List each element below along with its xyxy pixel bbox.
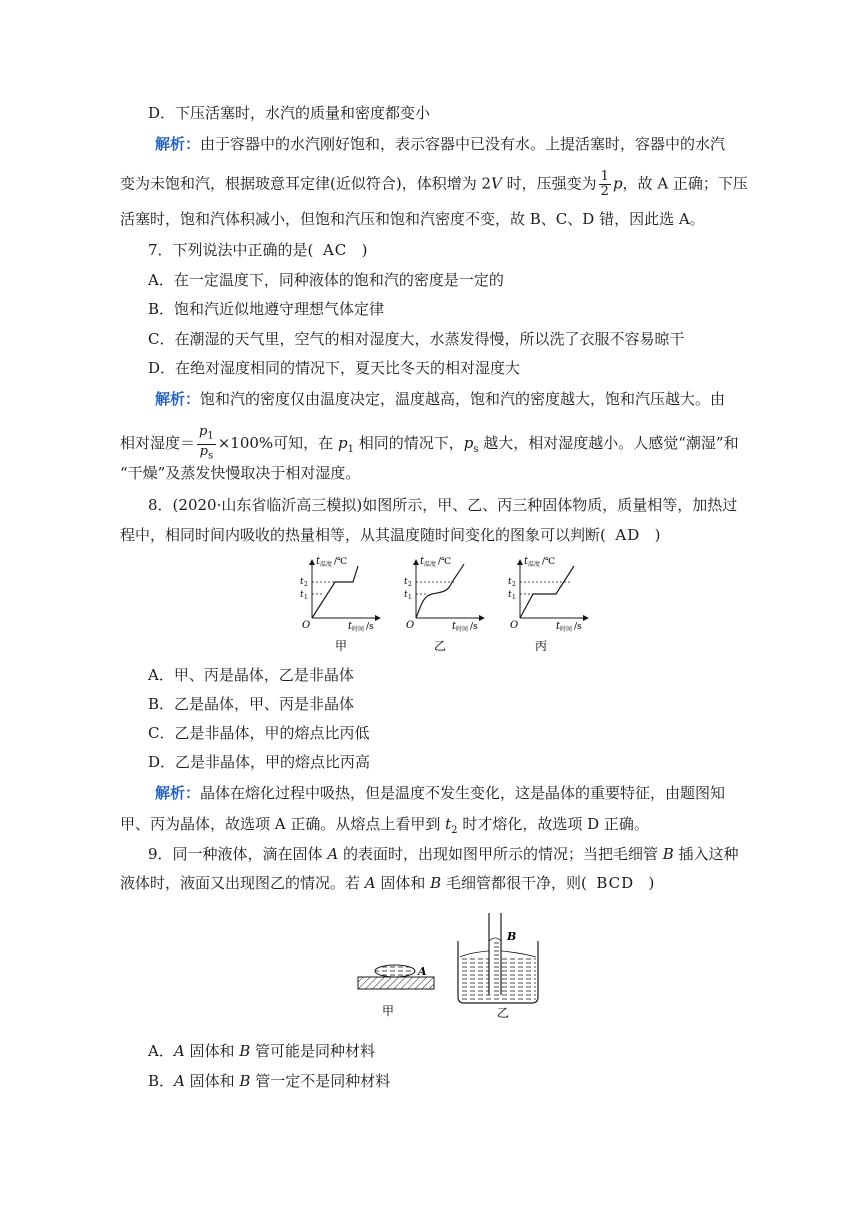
analysis-text: ，故 A 正确；下压	[622, 174, 748, 193]
analysis-label: 解析：	[155, 390, 201, 408]
q9-option-b	[148, 1071, 390, 1091]
graph-bing	[508, 556, 588, 653]
subscript: s	[473, 444, 479, 456]
stem-text: 固体和	[375, 874, 431, 892]
origin-label: O	[510, 620, 519, 631]
x-axis-sub: 时间	[560, 626, 573, 633]
y-axis-unit: /℃	[334, 557, 348, 567]
q9-answer: BCD	[596, 874, 635, 892]
analysis-text: ×100%可知，在	[217, 434, 338, 453]
t1-sub: 1	[408, 594, 412, 601]
droplet	[375, 965, 415, 977]
x-axis-label: t	[452, 621, 457, 632]
q6-option-d: D．下压活塞时，水汽的质量和密度都变小	[148, 104, 431, 122]
heating-curves-svg	[290, 552, 610, 660]
x-axis-unit: /s	[574, 622, 582, 632]
x-axis-unit: /s	[470, 622, 478, 632]
q9-close-paren: )	[648, 874, 655, 892]
curve-yi	[416, 564, 464, 618]
x-axis-sub: 时间	[352, 626, 365, 633]
t1-sub: 1	[512, 594, 516, 601]
q8-stem-line-2	[120, 525, 660, 545]
q7-stem-text: 7．下列说法中正确的是(	[148, 241, 314, 259]
q7-close-paren: )	[361, 241, 368, 259]
subscript: s	[207, 450, 214, 462]
q7-option-c: C．在潮湿的天气里，空气的相对湿度大，水蒸发得慢，所以洗了衣服不容易晾干	[148, 330, 685, 348]
t-symbol: t	[445, 815, 452, 833]
x-axis-sub: 时间	[456, 626, 469, 633]
option-text: 固体和	[184, 1042, 240, 1060]
y-axis-unit: /℃	[542, 557, 556, 567]
y-axis-sub: 温度	[424, 561, 437, 568]
stem-text: 插入这种	[673, 845, 739, 863]
q8-answer: AD	[615, 526, 641, 544]
analysis-text: 甲、丙为晶体，故选项 A 正确。从熔点上看甲到	[120, 815, 446, 833]
fraction-denominator: 2	[600, 184, 609, 199]
subscript: 1	[207, 430, 214, 442]
option-text: A．	[148, 1042, 174, 1060]
option-text: 管一定不是同种材料	[250, 1072, 391, 1090]
subscript: 1	[347, 444, 354, 456]
q8-analysis-line-2	[120, 814, 649, 841]
analysis-text: 变为未饱和汽，根据玻意耳定律(近似符合)，体积增为 2	[120, 174, 492, 193]
y-axis-sub: 温度	[528, 561, 541, 568]
pressure-symbol: p	[612, 174, 623, 193]
caption-jia: 甲	[335, 639, 348, 653]
caption-yi: 乙	[497, 1006, 510, 1020]
analysis-text: 越大，相对湿度越小。人感觉“潮湿”和	[478, 434, 739, 453]
label-b: B	[507, 930, 517, 943]
x-axis-label: t	[556, 621, 561, 632]
graph-jia	[300, 556, 380, 653]
capillary-svg	[350, 905, 550, 1025]
analysis-text: 晶体在熔化过程中吸热，但是温度不发生变化，这是晶体的重要特征，由题图知	[200, 784, 726, 802]
t2-label: t	[508, 577, 512, 587]
analysis-text: 由于容器中的水汽刚好饱和，表示容器中已没有水。上提活塞时，容器中的水汽	[200, 135, 726, 153]
symbol-a: A	[174, 1072, 185, 1090]
q9-option-a	[148, 1041, 375, 1061]
q7-answer: AC	[322, 241, 348, 259]
q8-option-b: B．乙是晶体，甲、丙是非晶体	[148, 695, 355, 713]
analysis-text: 饱和汽的密度仅由温度决定，温度越高，饱和汽的密度越大，饱和汽压越大。由	[200, 390, 726, 408]
stem-text: 液体时，液面又出现图乙的情况。若	[120, 874, 365, 892]
stem-text: 9．同一种液体，滴在固体	[148, 845, 328, 863]
q7-analysis-line-3: “干燥”及蒸发快慢取决于相对湿度。	[120, 464, 361, 482]
stem-text: 毛细管都很干净，则(	[441, 874, 587, 892]
origin-label: O	[406, 620, 415, 631]
fraction-numerator	[197, 425, 216, 445]
y-axis-unit: /℃	[438, 557, 452, 567]
p-symbol: p	[199, 424, 208, 439]
t2-sub: 2	[408, 581, 412, 588]
p-symbol: p	[337, 434, 348, 453]
fraction-numerator: 1	[600, 169, 609, 184]
analysis-label: 解析：	[155, 135, 201, 153]
volume-symbol: V	[491, 174, 502, 193]
caption-yi: 乙	[434, 639, 447, 653]
solid-a	[358, 977, 434, 989]
q8-stem-text: 程中，相同时间内吸收的热量相等，从其温度随时间变化的图象可以判断(	[120, 526, 606, 544]
q7-option-a: A．在一定温度下，同种液体的饱和汽的密度是一定的	[148, 271, 504, 289]
symbol-a: A	[173, 1042, 185, 1060]
x-axis-unit: /s	[366, 622, 374, 632]
stem-text: 的表面时，出现如图甲所示的情况；当把毛细管	[338, 845, 663, 863]
q8-analysis-line-1	[155, 783, 725, 803]
caption-jia: 甲	[382, 1004, 395, 1018]
q8-heating-curves-figure	[290, 552, 610, 660]
y-axis-sub: 温度	[320, 561, 333, 568]
q6-analysis-line-1	[155, 134, 725, 154]
q7-analysis-line-2	[120, 425, 739, 463]
option-text: 管可能是同种材料	[250, 1042, 376, 1060]
t1-label: t	[508, 590, 512, 600]
option-text: B．	[148, 1072, 175, 1090]
symbol-a: A	[327, 845, 339, 863]
q9-stem-line-2	[120, 873, 654, 893]
figure-jia	[358, 965, 434, 1018]
t1-label: t	[404, 590, 408, 600]
q7-option-b: B．饱和汽近似地遵守理想气体定律	[148, 300, 385, 318]
curve-bing	[520, 566, 574, 618]
q9-stem-line-1	[148, 844, 739, 864]
p-symbol: p	[199, 443, 208, 459]
fraction-denominator	[197, 445, 216, 464]
symbol-b: B	[430, 874, 442, 892]
symbol-a: A	[364, 874, 376, 892]
q8-stem-line-1: 8．(2020·山东省临沂高三模拟)如图所示，甲、乙、丙三种固体物质，质量相等，加热过	[148, 496, 738, 514]
analysis-label: 解析：	[155, 784, 201, 802]
graph-yi	[404, 556, 484, 653]
t1-sub: 1	[304, 594, 308, 601]
q7-option-d: D．在绝对湿度相同的情况下，夏天比冬天的相对湿度大	[148, 359, 521, 377]
tube-liquid	[491, 941, 499, 995]
t2-label: t	[300, 577, 304, 587]
option-text: 固体和	[184, 1072, 240, 1090]
analysis-text: 时才熔化，故选项 D 正确。	[457, 815, 649, 833]
q6-analysis-line-2	[120, 170, 748, 199]
symbol-b: B	[239, 1072, 251, 1090]
q6-analysis-line-3: 活塞时，饱和汽体积减小，但饱和汽压和饱和汽密度不变，故 B、C、D 错，因此选 A。	[120, 210, 705, 228]
y-axis-label: t	[316, 556, 321, 567]
x-axis-label: t	[348, 621, 353, 632]
t2-sub: 2	[512, 581, 516, 588]
q7-stem	[148, 240, 367, 260]
curve-jia	[312, 566, 358, 618]
p-symbol: p	[463, 434, 474, 453]
humidity-fraction	[197, 425, 216, 463]
subscript: 2	[451, 825, 458, 836]
q7-analysis-line-1	[155, 389, 725, 409]
q8-option-a: A．甲、丙是晶体，乙是非晶体	[148, 666, 354, 684]
analysis-text: 时，压强变为	[501, 174, 597, 193]
q8-option-d: D．乙是非晶体，甲的熔点比丙高	[148, 753, 371, 771]
figure-yi	[458, 913, 538, 1020]
t1-label: t	[300, 590, 304, 600]
q8-close-paren: )	[654, 526, 661, 544]
caption-bing: 丙	[535, 639, 548, 653]
fraction	[599, 170, 611, 199]
symbol-b: B	[662, 845, 674, 863]
label-a: A	[418, 965, 427, 978]
t2-sub: 2	[304, 581, 308, 588]
analysis-text: 相同的情况下，	[353, 434, 464, 453]
y-axis-label: t	[420, 556, 425, 567]
y-axis-label: t	[524, 556, 529, 567]
t2-label: t	[404, 577, 408, 587]
q8-option-c: C．乙是非晶体，甲的熔点比丙低	[148, 724, 370, 742]
origin-label: O	[302, 620, 311, 631]
symbol-b: B	[239, 1042, 251, 1060]
q9-capillary-figure	[350, 905, 550, 1025]
analysis-text: 相对湿度＝	[120, 434, 196, 453]
